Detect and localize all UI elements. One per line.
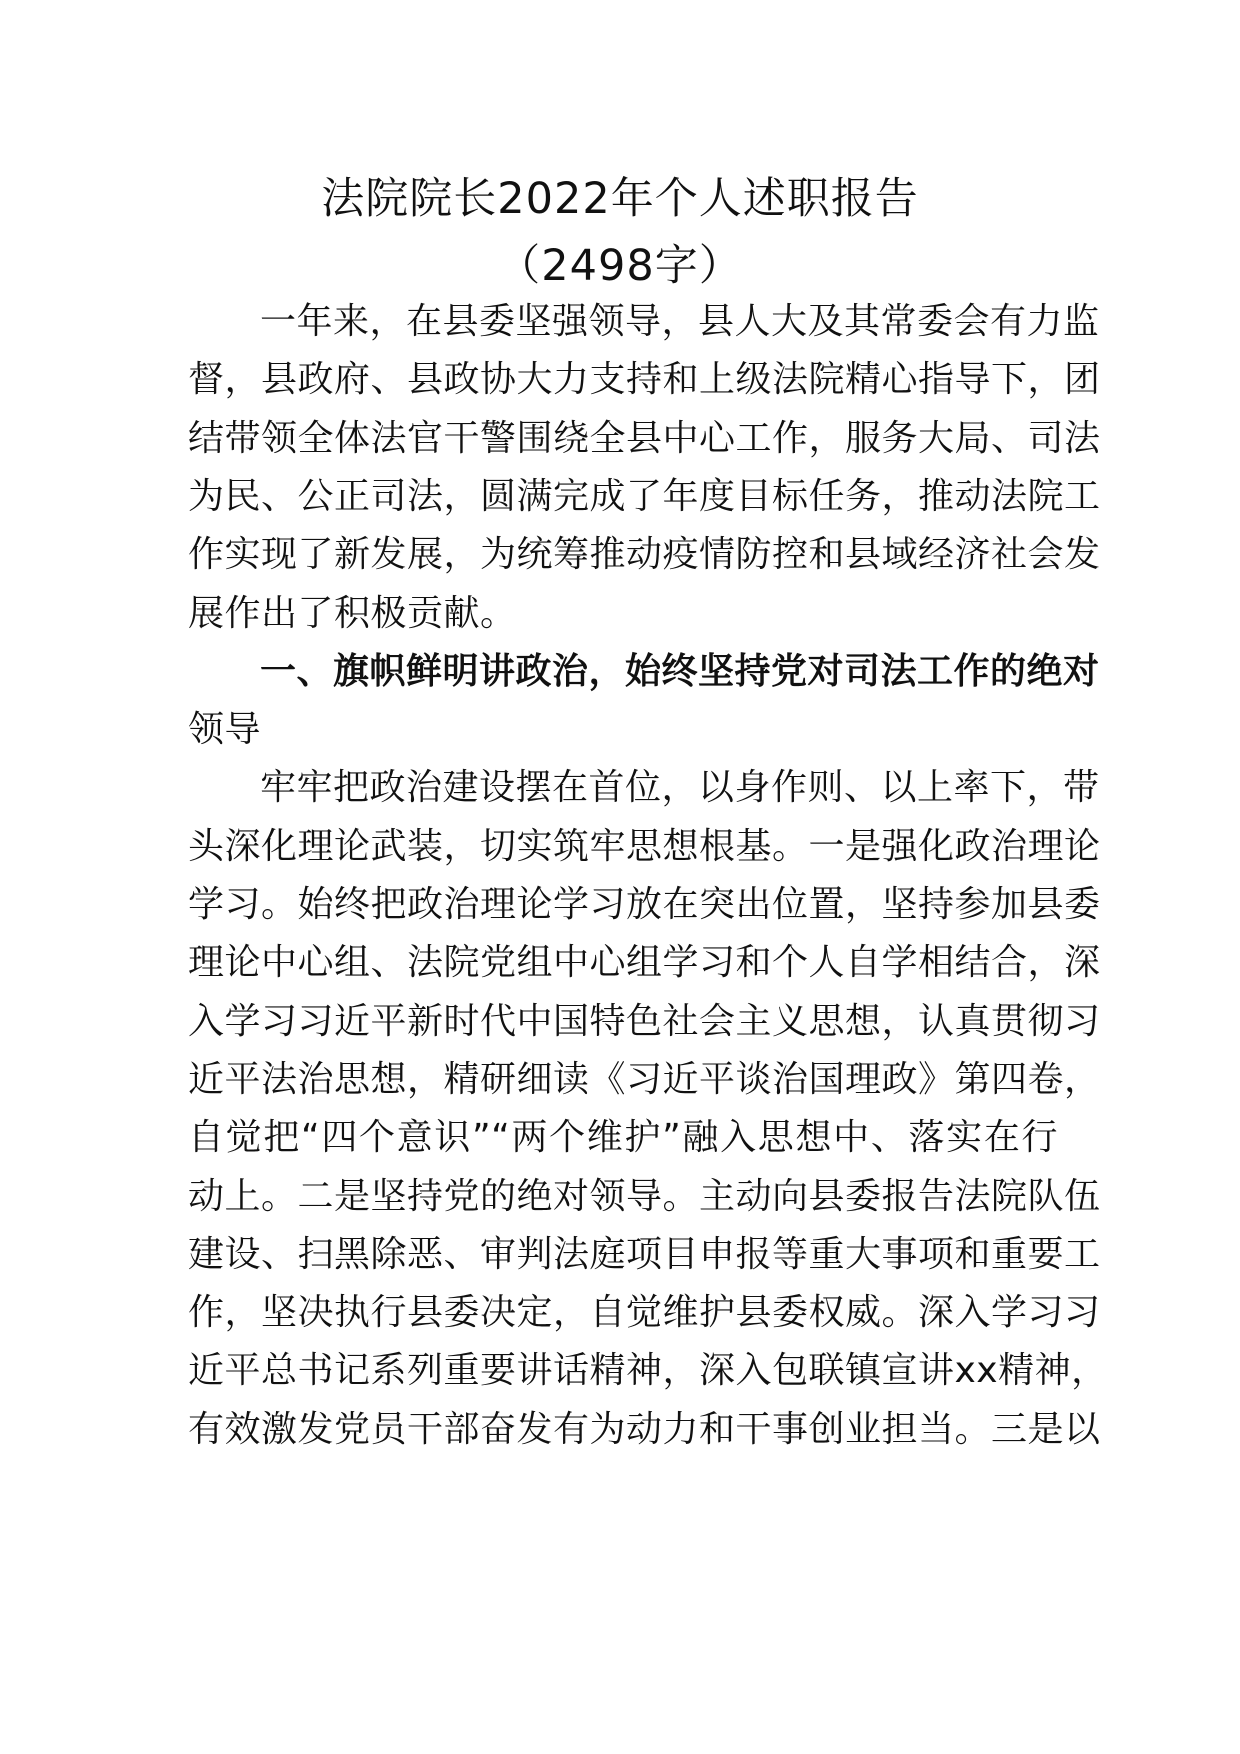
document-subtitle: （2498字） [497,241,743,291]
paragraph-line: 结带领全体法官干警围绕全县中心工作，服务大局、司法 [188,418,1101,459]
paragraph-line: 为民、公正司法，圆满完成了年度目标任务，推动法院工 [188,476,1101,517]
paragraph-line: 一年来，在县委坚强领导，县人大及其常委会有力监 [260,301,1100,342]
section-heading-line: 一、旗帜鲜明讲政治，始终坚持党对司法工作的绝对 [260,651,1100,692]
paragraph-line: 动上。二是坚持党的绝对领导。主动向县委报告法院队伍 [188,1176,1101,1217]
paragraph-line: 自觉把“四个意识”“两个维护”融入思想中、落实在行 [188,1117,1058,1158]
paragraph-line: 头深化理论武装，切实筑牢思想根基。一是强化政治理论 [188,826,1101,867]
paragraph-line: 入学习习近平新时代中国特色社会主义思想，认真贯彻习 [188,1001,1101,1042]
document-title: 法院院长2022年个人述职报告 [321,174,919,224]
paragraph-line: 近平总书记系列重要讲话精神，深入包联镇宣讲xx精神， [188,1350,1108,1391]
paragraph-line: 督，县政府、县政协大力支持和上级法院精心指导下，团 [188,359,1101,400]
paragraph-line: 建设、扫黑除恶、审判法庭项目申报等重大事项和重要工 [188,1234,1101,1275]
paragraph-line: 学习。始终把政治理论学习放在突出位置，坚持参加县委 [188,884,1101,925]
paragraph-line: 展作出了积极贡献。 [188,593,517,634]
paragraph-line: 作，坚决执行县委决定，自觉维护县委权威。深入学习习 [188,1292,1101,1333]
paragraph-line: 牢牢把政治建设摆在首位，以身作则、以上率下，带 [260,767,1100,808]
paragraph-line: 有效激发党员干部奋发有为动力和干事创业担当。三是以 [188,1409,1101,1450]
paragraph-line: 领导 [188,709,262,750]
paragraph-line: 作实现了新发展，为统筹推动疫情防控和县域经济社会发 [188,534,1101,575]
paragraph-line: 理论中心组、法院党组中心组学习和个人自学相结合，深 [188,942,1101,983]
paragraph-line: 近平法治思想，精研细读《习近平谈治国理政》第四卷， [188,1059,1101,1100]
